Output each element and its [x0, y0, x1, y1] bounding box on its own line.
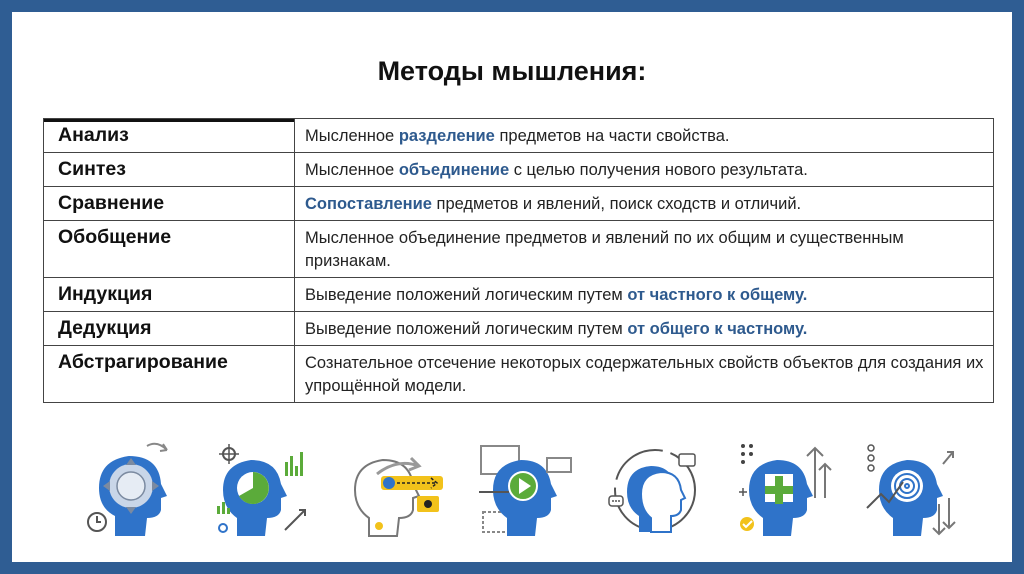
page-title: Методы мышления: — [377, 56, 647, 86]
term-cell: Сравнение — [44, 187, 295, 221]
definition-text: Выведение положений логическим путем — [305, 320, 628, 338]
head-brain-arrows-icon — [84, 438, 186, 538]
definition-text: предметов на части свойства. — [494, 127, 730, 145]
definition-highlight: от общего к частному. — [627, 320, 808, 338]
term-cell: Абстрагирование — [44, 346, 295, 403]
definition-highlight: объединение — [398, 161, 510, 179]
head-maze-arrows-icon — [862, 438, 964, 538]
definition-cell — [295, 278, 994, 312]
head-eye-arrow-icon — [346, 438, 448, 538]
term-cell: Синтез — [44, 153, 295, 187]
table-row — [44, 153, 994, 187]
table-row — [44, 312, 994, 346]
table-row — [44, 278, 994, 312]
definition-text: Мысленное объединение предметов и явлений по их общим и существенным признакам. — [305, 229, 904, 270]
term-cell: Анализ — [44, 119, 295, 153]
definition-cell — [295, 187, 994, 221]
term-cell: Индукция — [44, 278, 295, 312]
icon-strip — [84, 438, 964, 548]
definition-text: Сознательное отсечение некоторых содержательных свойств объектов для создания их упрощённой модели. — [305, 354, 984, 395]
definition-highlight: разделение — [398, 127, 495, 145]
definition-text: Мысленное — [305, 127, 399, 145]
head-plus-arrows-icon — [734, 438, 836, 538]
definition-text: Мысленное — [305, 161, 399, 179]
table-row — [44, 221, 994, 278]
definition-cell — [295, 221, 994, 278]
head-play-button-icon — [476, 438, 578, 538]
head-target-chart-icon — [214, 438, 316, 538]
definition-cell — [295, 119, 994, 153]
methods-table — [43, 118, 994, 403]
definition-cell — [295, 153, 994, 187]
definition-text: Выведение положений логическим путем — [305, 286, 628, 304]
definition-highlight: Сопоставление — [305, 195, 432, 213]
definition-highlight: от частного к общему. — [627, 286, 808, 304]
definition-text: предметов и явлений, поиск сходств и отличий. — [431, 195, 802, 213]
term-cell: Дедукция — [44, 312, 295, 346]
slide — [12, 12, 1012, 562]
term-cell: Обобщение — [44, 221, 295, 278]
head-silhouette-cycle-icon — [604, 438, 706, 538]
definition-text: с целью получения нового результата. — [509, 161, 808, 179]
definition-cell — [295, 312, 994, 346]
table-row — [44, 187, 994, 221]
table-row — [44, 346, 994, 403]
definition-cell — [295, 346, 994, 403]
table-row — [44, 119, 994, 153]
